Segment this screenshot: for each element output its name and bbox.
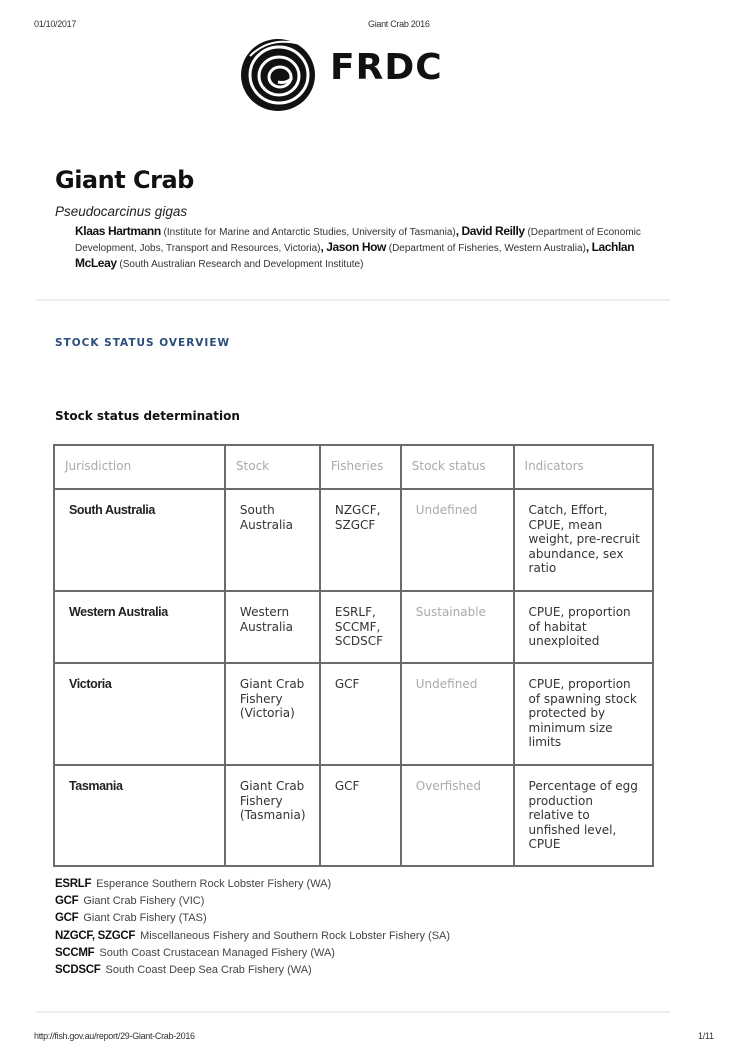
author-affiliation: (South Australian Research and Development Institute) bbox=[119, 259, 364, 270]
page-number: 1/11 bbox=[698, 1031, 714, 1041]
cell-fisheries: ESRLF, SCCMF, SCDSCF bbox=[320, 591, 401, 663]
legend-desc: Miscellaneous Fishery and Southern Rock Lobster Fishery (SA) bbox=[140, 929, 451, 942]
scientific-name: Pseudocarcinus gigas bbox=[55, 204, 188, 219]
author-separator: , bbox=[455, 224, 459, 238]
print-date: 01/10/2017 bbox=[34, 19, 77, 29]
cell-fisheries: GCF bbox=[320, 663, 401, 765]
divider bbox=[36, 299, 670, 301]
print-url: http://fish.gov.au/report/29-Giant-Crab-2016 bbox=[34, 1031, 195, 1041]
author-separator: , bbox=[585, 240, 589, 254]
cell-stock-status: Undefined bbox=[401, 663, 514, 765]
cell-indicators: Percentage of egg production relative to unfished level, CPUE bbox=[514, 765, 653, 866]
column-header-indicators: Indicators bbox=[514, 445, 653, 489]
cell-jurisdiction: Victoria bbox=[54, 663, 225, 765]
cell-indicators: CPUE, proportion of habitat unexploited bbox=[514, 591, 653, 663]
section-heading: STOCK STATUS OVERVIEW bbox=[55, 337, 231, 349]
cell-indicators: Catch, Effort, CPUE, mean weight, pre-recruit abundance, sex ratio bbox=[514, 489, 653, 591]
table-row bbox=[54, 765, 653, 866]
table-row bbox=[54, 663, 653, 765]
cell-stock: Giant Crab Fishery (Tasmania) bbox=[225, 765, 320, 866]
cell-fisheries: NZGCF, SZGCF bbox=[320, 489, 401, 591]
legend-desc: Esperance Southern Rock Lobster Fishery (WA) bbox=[96, 878, 332, 890]
author-name: Klaas Hartmann bbox=[75, 224, 161, 238]
frdc-logo bbox=[240, 36, 470, 112]
frdc-spiral-logo-icon bbox=[240, 36, 320, 112]
cell-jurisdiction: Western Australia bbox=[54, 591, 225, 663]
frdc-logo-text: FRDC bbox=[330, 47, 443, 88]
legend-abbr: SCCMF bbox=[55, 946, 95, 959]
legend-item bbox=[55, 893, 450, 910]
column-header-fisheries: Fisheries bbox=[320, 445, 401, 489]
cell-indicators: CPUE, proportion of spawning stock protected by minimum size limits bbox=[514, 663, 653, 765]
cell-jurisdiction: South Australia bbox=[54, 489, 225, 591]
author-list bbox=[75, 224, 665, 272]
table-row bbox=[54, 489, 653, 591]
legend-item bbox=[55, 945, 450, 962]
author-name: David Reilly bbox=[461, 224, 525, 238]
cell-fisheries: GCF bbox=[320, 765, 401, 866]
table-caption: Stock status determination bbox=[55, 409, 240, 423]
cell-stock: Giant Crab Fishery (Victoria) bbox=[225, 663, 320, 765]
legend-desc: South Coast Crustacean Managed Fishery (WA) bbox=[99, 946, 335, 959]
author-name: Lachlan McLeay bbox=[75, 240, 635, 270]
stock-status-table bbox=[53, 444, 654, 867]
legend-abbr: GCF bbox=[55, 895, 79, 908]
legend-abbr: NZGCF, SZGCF bbox=[55, 929, 136, 942]
legend-item bbox=[55, 928, 450, 945]
author-affiliation: (Department of Economic Development, Jobs, Transport and Resources, Victoria) bbox=[75, 227, 641, 254]
author-affiliation: (Institute for Marine and Antarctic Studies, University of Tasmania) bbox=[163, 227, 456, 238]
page-title: Giant Crab bbox=[55, 166, 194, 194]
table-header-row bbox=[54, 445, 653, 489]
column-header-stock-status: Stock status bbox=[401, 445, 514, 489]
legend-abbr: ESRLF bbox=[55, 878, 92, 890]
cell-stock: South Australia bbox=[225, 489, 320, 591]
cell-stock: Western Australia bbox=[225, 591, 320, 663]
author-separator: , bbox=[320, 240, 324, 254]
legend-item bbox=[55, 876, 450, 893]
column-header-stock: Stock bbox=[225, 445, 320, 489]
table-row bbox=[54, 591, 653, 663]
print-doc-title: Giant Crab 2016 bbox=[368, 19, 430, 29]
cell-stock-status: Undefined bbox=[401, 489, 514, 591]
legend-abbr: GCF bbox=[55, 912, 79, 925]
legend-desc: Giant Crab Fishery (VIC) bbox=[83, 895, 205, 908]
author-affiliation: (Department of Fisheries, Western Australia) bbox=[388, 243, 586, 254]
author-name: Jason How bbox=[326, 240, 386, 254]
column-header-jurisdiction: Jurisdiction bbox=[54, 445, 225, 489]
legend-desc: Giant Crab Fishery (TAS) bbox=[83, 912, 207, 925]
abbreviation-legend bbox=[55, 876, 450, 979]
cell-stock-status: Sustainable bbox=[401, 591, 514, 663]
cell-jurisdiction: Tasmania bbox=[54, 765, 225, 866]
legend-abbr: SCDSCF bbox=[55, 964, 101, 977]
legend-desc: South Coast Deep Sea Crab Fishery (WA) bbox=[105, 964, 312, 977]
legend-item bbox=[55, 962, 450, 979]
legend-item bbox=[55, 910, 450, 927]
cell-stock-status: Overfished bbox=[401, 765, 514, 866]
divider bbox=[36, 1011, 670, 1013]
